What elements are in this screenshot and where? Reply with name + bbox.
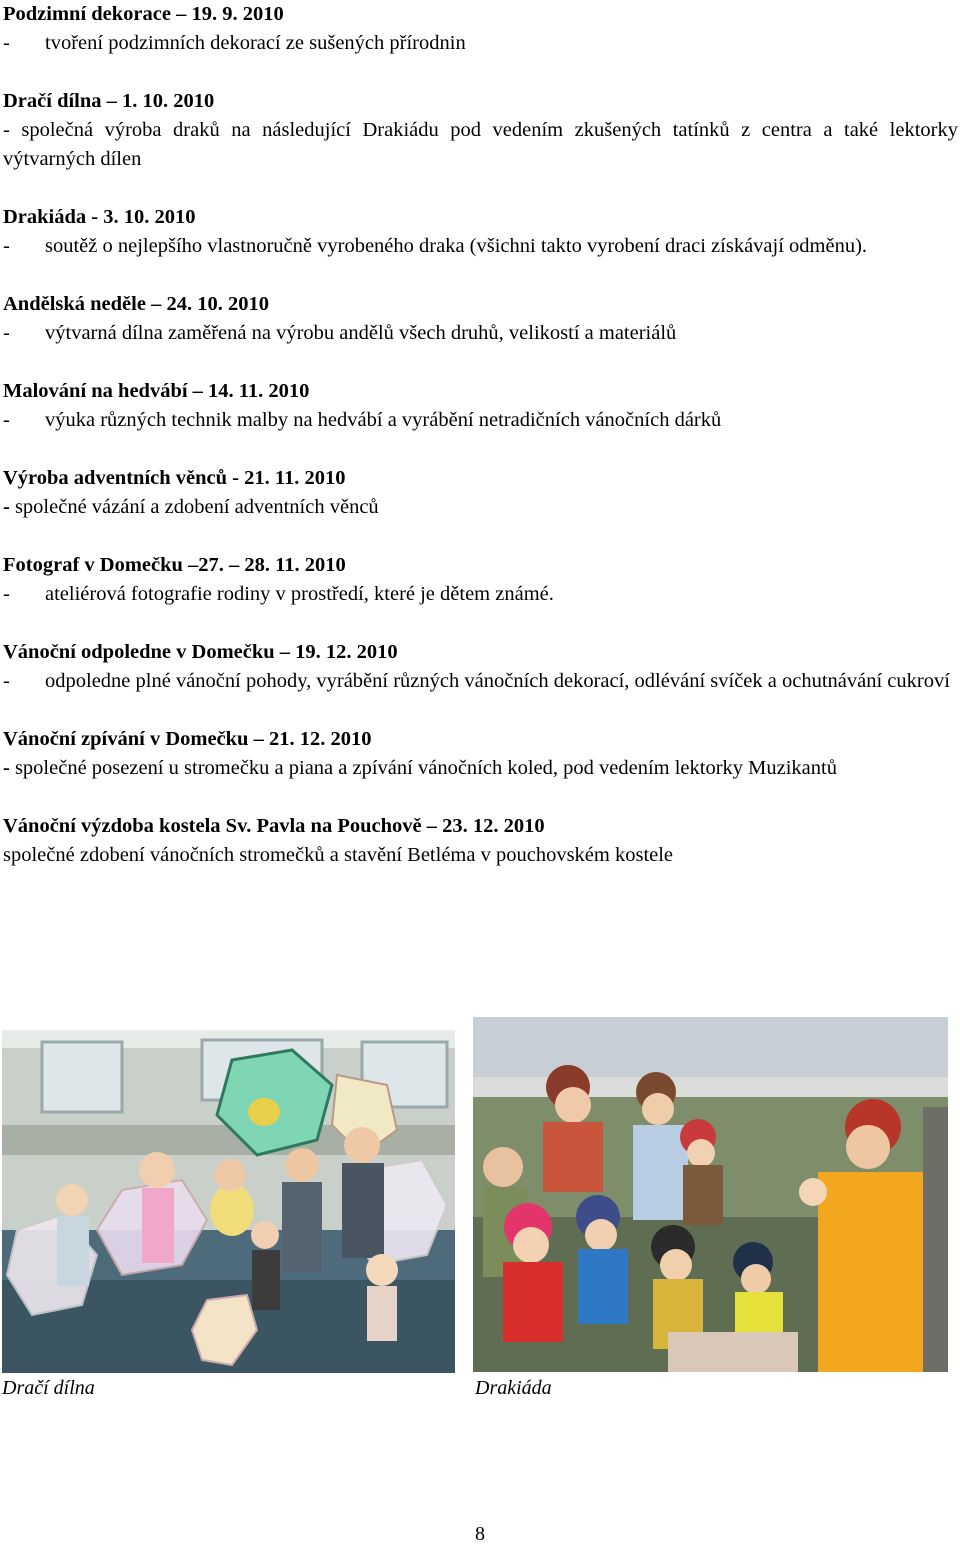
list-dash: - [3,322,10,344]
event-description-block [3,754,958,783]
event-title: Výroba adventních věnců - 21. 11. 2010 [3,467,346,489]
event-description: společné vázání a zdobení adventních věnců [9,496,379,518]
list-dash: - [3,32,10,54]
event-description: společná výroba draků na následující Drakiádu pod vedením zkušených tatínků z centra a také lektorky výtvarných dílen [3,119,958,170]
page-number: 8 [475,1523,485,1545]
event-vyroba-adventnich-vencu [3,464,958,522]
event-vanocni-vyzdoba-kostela [3,812,958,870]
event-description: tvoření podzimních dekorací ze sušených přírodnin [45,32,466,54]
event-item [3,232,958,261]
event-list [3,0,958,899]
photo-draci-dilna [2,1030,455,1373]
list-dash: - [3,670,10,692]
event-description: společné posezení u stromečku a piana a zpívání vánočních koled, pod vedením lektorky Muzikantů [9,757,837,779]
event-andelska-nedele [3,290,958,348]
photo-drakiada-image [473,1017,948,1372]
event-item [3,667,958,696]
event-description: společné zdobení vánočních stromečků a stavění Betléma v pouchovském kostele [3,844,674,866]
photo-drakiada [473,1017,948,1372]
event-title: Dračí dílna – 1. 10. 2010 [3,90,215,112]
event-title: Andělská neděle – 24. 10. 2010 [3,293,269,315]
event-item [3,406,958,435]
photo-draci-dilna-image [2,1030,455,1373]
photo-caption: Dračí dílna [2,1377,95,1399]
event-description-block [3,116,958,174]
inline-dash: - [3,757,10,779]
event-malovani-na-hedvabi [3,377,958,435]
event-title: Vánoční výzdoba kostela Sv. Pavla na Pouchově – 23. 12. 2010 [3,815,545,837]
list-dash: - [3,409,10,431]
event-item [3,580,958,609]
inline-dash: - [3,119,10,141]
event-podzimni-dekorace [3,0,958,58]
event-title: Vánoční zpívání v Domečku – 21. 12. 2010 [3,728,372,750]
list-dash: - [3,583,10,605]
event-title: Podzimní dekorace – 19. 9. 2010 [3,3,284,25]
event-fotograf-v-domecku [3,551,958,609]
event-vanocni-odpoledne [3,638,958,696]
event-draci-dilna [3,87,958,174]
photo-caption: Drakiáda [475,1377,552,1399]
event-description-block [3,493,958,522]
event-description: odpoledne plné vánoční pohody, vyrábění různých vánočních dekorací, odlévání svíček a ochutnávání cukroví [45,670,950,692]
event-title: Drakiáda - 3. 10. 2010 [3,206,196,228]
event-vanocni-zpivani [3,725,958,783]
event-description: soutěž o nejlepšího vlastnoručně vyrobeného draka (všichni takto vyrobení draci získávají odměnu). [45,235,868,257]
event-description: výuka různých technik malby na hedvábí a vyrábění netradičních vánočních dárků [45,409,722,431]
event-drakiada [3,203,958,261]
event-item [3,319,958,348]
event-title: Fotograf v Domečku –27. – 28. 11. 2010 [3,554,346,576]
event-item [3,29,958,58]
event-description: výtvarná dílna zaměřená na výrobu andělů všech druhů, velikostí a materiálů [45,322,677,344]
inline-dash: - [3,496,10,518]
event-title: Malování na hedvábí – 14. 11. 2010 [3,380,310,402]
event-title: Vánoční odpoledne v Domečku – 19. 12. 2010 [3,641,398,663]
list-dash: - [3,235,10,257]
event-description: ateliérová fotografie rodiny v prostředí, které je dětem známé. [45,583,554,605]
